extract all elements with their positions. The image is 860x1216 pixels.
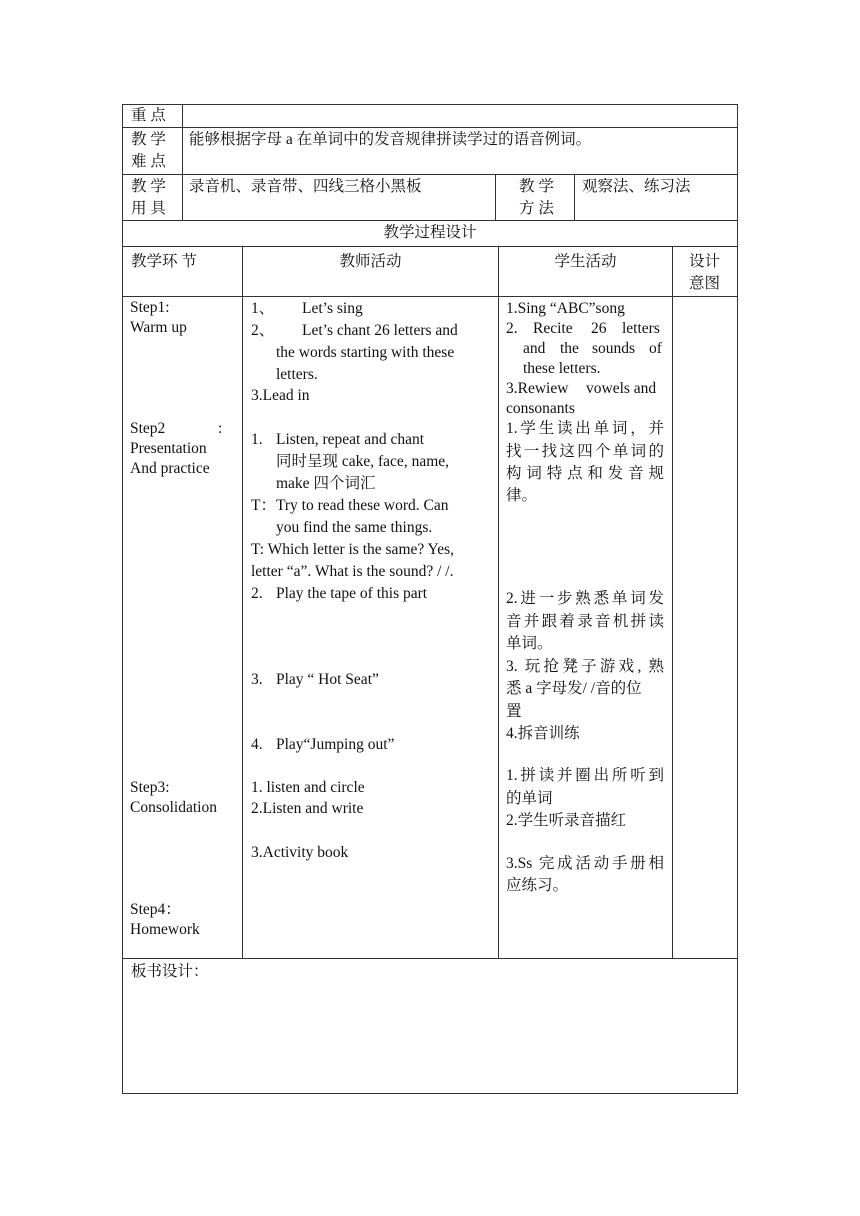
tools-label-line2: 用 具: [131, 200, 166, 217]
student-warmup-2-word2: 26: [591, 320, 607, 337]
label-col-divider: [182, 104, 183, 220]
student-present-2-line2: 音并跟着录音机拼读: [506, 613, 664, 630]
student-warmup-2-num: 2.: [506, 320, 518, 337]
step4-label: Step4：: [130, 901, 181, 918]
tools-label-line1: 教 学: [131, 178, 166, 195]
difficulty-label-line1: 教 学: [131, 131, 166, 148]
step1-name: Warm up: [130, 319, 187, 336]
student-warmup-2-cont1-c: sounds: [592, 340, 636, 357]
step4-name: Homework: [130, 921, 200, 938]
teacher-present-1-text: Listen, repeat and chant: [276, 431, 425, 448]
teacher-present-3-num: 3.: [251, 671, 263, 688]
student-warmup-3-b: vowels and: [586, 380, 657, 397]
student-present-2-line1: 2.进一步熟悉单词发: [506, 590, 664, 607]
header-teacher-activity: 教师活动: [339, 253, 402, 270]
table-border-right: [737, 104, 738, 1093]
teacher-t-line2: T: Which letter is the same? Yes,: [251, 541, 454, 558]
student-col-divider: [672, 246, 673, 958]
method-text: 观察法、练习法: [582, 178, 691, 195]
student-present-1-line4: 律。: [506, 487, 538, 504]
student-present-2-line3: 单词。: [506, 635, 553, 652]
row-divider-4: [122, 246, 738, 247]
student-consolidate-1-line2: 的单词: [506, 790, 553, 807]
stage-col-divider: [242, 246, 243, 958]
teacher-warmup-2-cont2: letters.: [276, 366, 318, 383]
student-warmup-2-cont1-a: and: [523, 340, 546, 357]
teacher-consolidate-2: 2.Listen and write: [251, 800, 364, 817]
difficulty-label-line2: 难 点: [131, 153, 166, 170]
student-consolidate-1-line1: 1.拼读并圈出所听到: [506, 767, 664, 784]
teacher-warmup-3: 3.Lead in: [251, 387, 310, 404]
teacher-t-line1-cont: you find the same things.: [276, 519, 433, 536]
student-warmup-2-cont1-b: the: [560, 340, 579, 357]
method-label-line1: 教 学: [519, 178, 554, 195]
student-present-1-line1: 1.学生读出单词，并: [506, 420, 664, 437]
teacher-warmup-2-text: Let’s chant 26 letters and: [302, 322, 458, 339]
step2-colon: :: [218, 420, 223, 437]
header-intent-line1: 设计: [689, 253, 721, 270]
student-warmup-2-word3: letters: [622, 320, 660, 337]
student-warmup-2-cont2: these letters.: [523, 360, 601, 377]
method-label-divider-right: [574, 174, 575, 220]
step3-label: Step3:: [130, 779, 170, 796]
teacher-present-2-text: Play the tape of this part: [276, 585, 428, 602]
header-student-activity: 学生活动: [554, 253, 617, 270]
step2-label: Step2: [130, 420, 166, 437]
student-consolidate-3-line2: 应练习。: [506, 877, 569, 894]
process-design-title: 教学过程设计: [383, 224, 477, 241]
row-divider-1: [122, 127, 738, 128]
row-divider-2: [122, 174, 738, 175]
student-warmup-2-word1: Recite: [533, 320, 573, 337]
method-label-divider-left: [495, 174, 496, 220]
header-stage: 教学环 节: [131, 253, 197, 270]
method-label-line2: 方 法: [519, 200, 554, 217]
step2-name-line1: Presentation: [130, 440, 207, 457]
teacher-t-line2-cont: letter “a”. What is the sound? / /.: [251, 563, 454, 580]
board-design-label: 板书设计：: [131, 963, 209, 980]
teacher-present-4-text: Play“Jumping out”: [276, 736, 395, 753]
teacher-consolidate-3: 3.Activity book: [251, 844, 349, 861]
step2-name-line2: And practice: [130, 460, 210, 477]
step1-label: Step1:: [130, 299, 170, 316]
student-warmup-3-cont: consonants: [506, 400, 575, 417]
student-warmup-1: 1.Sing “ABC”song: [506, 300, 625, 317]
table-border-bottom: [122, 1093, 738, 1094]
teacher-warmup-1-num: 1、: [251, 300, 275, 317]
table-border-top: [122, 104, 738, 105]
step3-name: Consolidation: [130, 799, 217, 816]
student-consolidate-3-line1: 3.Ss 完成活动手册相: [506, 855, 664, 872]
student-present-3-line1: 3. 玩抢凳子游戏, 熟: [506, 658, 664, 675]
student-consolidate-2: 2.学生听录音描红: [506, 812, 627, 829]
teacher-warmup-2-num: 2、: [251, 322, 275, 339]
header-intent-line2: 意图: [689, 275, 721, 292]
difficulty-text: 能够根据字母 a 在单词中的发音规律拼读学过的语音例词。: [189, 131, 592, 148]
teacher-warmup-1-text: Let’s sing: [302, 300, 363, 317]
student-warmup-3-a: 3.Rewiew: [506, 380, 569, 397]
teacher-present-2-num: 2.: [251, 585, 263, 602]
row-divider-3: [122, 220, 738, 221]
teacher-present-1-num: 1.: [251, 431, 263, 448]
teacher-present-4-num: 4.: [251, 736, 263, 753]
student-warmup-2-cont1-d: of: [649, 340, 662, 357]
teacher-col-divider: [498, 246, 499, 958]
student-present-4: 4.拆音训练: [506, 725, 580, 742]
tools-text: 录音机、录音带、四线三格小黑板: [189, 178, 422, 195]
student-present-1-line3: 构词特点和发音规: [506, 465, 664, 482]
key-points-label: 重 点: [131, 107, 166, 124]
student-present-3-line3: 置: [506, 703, 522, 720]
row-divider-5: [122, 296, 738, 297]
student-present-1-line2: 找一找这四个单词的: [506, 443, 664, 460]
teacher-present-1-cont1: 同时呈现 cake, face, name,: [276, 453, 450, 470]
student-present-3-line2: 悉 a 字母发/ /音的位: [506, 680, 642, 697]
teacher-present-3-text: Play “ Hot Seat”: [276, 671, 379, 688]
table-border-left: [122, 104, 123, 1093]
row-divider-6: [122, 958, 738, 959]
teacher-present-1-cont2: make 四个词汇: [276, 475, 376, 492]
teacher-consolidate-1: 1. listen and circle: [251, 779, 365, 796]
teacher-t-line1: T：Try to read these word. Can: [251, 497, 449, 514]
teacher-warmup-2-cont1: the words starting with these: [276, 344, 455, 361]
